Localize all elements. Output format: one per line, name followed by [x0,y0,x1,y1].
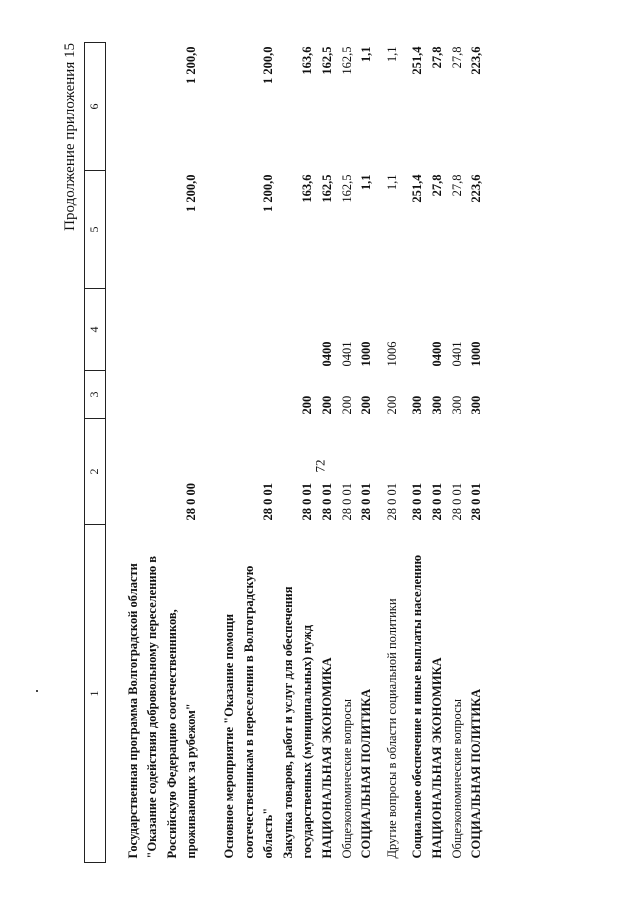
amount-col5: 223,6 [469,174,484,203]
target-article-code: 28 0 01 [429,483,444,521]
amount-col5: 27,8 [429,174,444,197]
section-code: 1000 [359,341,374,367]
column-header: 2 [85,419,106,525]
table-row [428,43,448,863]
amount-col6: 1 200,0 [184,46,199,84]
target-article-code: 28 0 01 [410,483,425,521]
section-code [402,289,428,371]
expense-type-code: 200 [300,395,315,415]
spacer-row [105,43,124,863]
row-name: Основное мероприятие "Оказание помощи соотечественникам в переселении в Волгоградскую область" [221,565,276,859]
amount-col5: 1 200,0 [184,174,199,212]
amount-col6: 1 200,0 [261,46,276,84]
column-number-header [85,43,106,863]
amount-col6: 223,6 [469,46,484,75]
row-name: Общеэкономические вопросы [339,698,354,859]
row-name: СОЦИАЛЬНАЯ ПОЛИТИКА [469,688,484,859]
amount-col5: 163,6 [300,174,315,203]
amount-col6: 162,5 [319,46,334,75]
expense-type-code: 300 [429,395,444,415]
scan-speck [36,690,38,692]
target-article-code: 28 0 01 [449,483,464,521]
expense-type-code: 200 [319,395,334,415]
table-row [318,43,338,863]
section-code: 0400 [319,341,334,367]
amount-col6: 1,1 [359,46,374,63]
spacer-row [202,43,220,863]
row-name: Закупка товаров, работ и услуг для обеспечения государственных (муниципальных) нужд [280,586,315,859]
section-code: 1000 [469,341,484,367]
amount-col6: 1,1 [384,46,399,63]
amount-col5: 1,1 [359,174,374,191]
amount-col6: 162,5 [339,46,354,75]
table-row [357,43,377,863]
column-header: 5 [85,171,106,289]
amount-col6: 27,8 [429,46,444,69]
section-code: 1006 [384,341,399,367]
row-name: Социальное обеспечение и иные выплаты населению [410,554,425,859]
table-row [448,43,468,863]
row-name: Государственная программа Волгоградской области "Оказание содействия добровольному переселению в Российскую Федерацию соотечественников, проживающих за рубежом" [125,555,199,859]
amount-col6: 163,6 [300,46,315,75]
table-row [220,43,279,863]
target-article-code: 28 0 00 [184,483,199,521]
table-row [467,43,487,863]
expense-type-code: 200 [359,395,374,415]
page-number: 72 [312,459,328,473]
amount-col6: 27,8 [449,46,464,69]
target-article-code: 28 0 01 [384,483,399,521]
expense-type-code: 300 [410,395,425,415]
target-article-code: 28 0 01 [339,483,354,521]
table-row [279,43,318,863]
row-name: Общеэкономические вопросы [449,698,464,859]
amount-col5: 251,4 [410,174,425,203]
row-name: Другие вопросы в области социальной политики [384,598,399,859]
row-name: СОЦИАЛЬНАЯ ПОЛИТИКА [359,688,374,859]
table-row [377,43,403,863]
column-header: 3 [85,371,106,419]
amount-col5: 27,8 [449,174,464,197]
budget-table [84,43,487,863]
rotated-budget-table-sheet [56,43,586,863]
target-article-code: 28 0 01 [359,483,374,521]
column-header: 4 [85,289,106,371]
section-code: 0401 [449,341,464,367]
amount-col5: 1,1 [384,174,399,191]
target-article-code: 28 0 01 [469,483,484,521]
column-header: 6 [85,43,106,171]
table-row [402,43,428,863]
column-header: 1 [85,525,106,863]
section-code: 0401 [339,341,354,367]
section-code: 0400 [429,341,444,367]
target-article-code: 28 0 01 [261,483,276,521]
target-article-code: 28 0 01 [300,483,315,521]
amount-col6: 251,4 [410,46,425,75]
target-article-code: 28 0 01 [319,483,334,521]
row-name: НАЦИОНАЛЬНАЯ ЭКОНОМИКА [429,657,444,859]
section-code [279,289,318,371]
amount-col5: 1 200,0 [261,174,276,212]
amount-col5: 162,5 [339,174,354,203]
expense-type-code [124,371,202,419]
table-row [338,43,358,863]
expense-type-code: 200 [384,395,399,415]
section-code [220,289,279,371]
expense-type-code [220,371,279,419]
expense-type-code: 200 [339,395,354,415]
expense-type-code: 300 [469,395,484,415]
row-name: НАЦИОНАЛЬНАЯ ЭКОНОМИКА [319,657,334,859]
table-row [124,43,202,863]
appendix-continuation-label: Продолжение приложения 15 [62,43,78,231]
amount-col5: 162,5 [319,174,334,203]
expense-type-code: 300 [449,395,464,415]
section-code [124,289,202,371]
